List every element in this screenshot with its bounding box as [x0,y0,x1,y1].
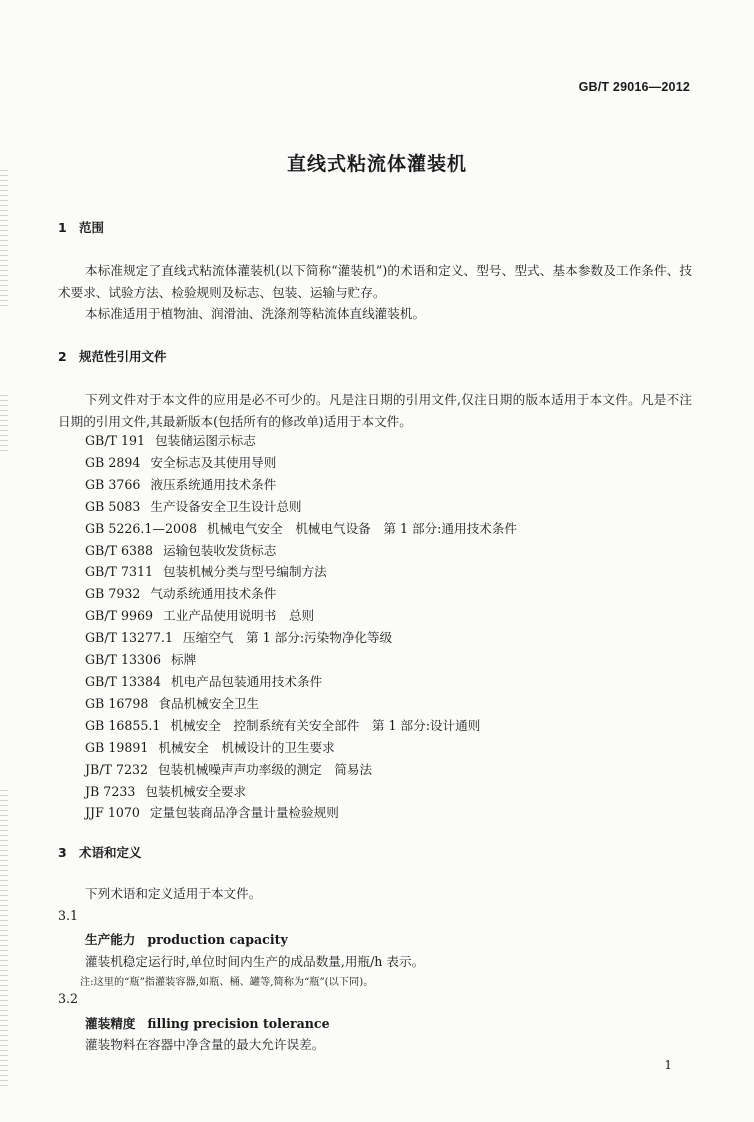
term-note: 注:这里的“瓶”指灌装容器,如瓶、桶、罐等,简称为“瓶”(以下同)。 [80,977,374,988]
reference-item [85,781,517,803]
section-title: 规范性引用文件 [79,349,167,364]
reference-item [85,671,517,693]
reference-code: GB 16855.1 [85,717,161,733]
term-zh: 灌装精度 [85,1016,136,1031]
scan-edge-marks-middle [0,395,8,455]
term-definition: 灌装机稳定运行时,单位时间内生产的成品数量,用瓶/h 表示。 [85,954,425,969]
reference-item [85,649,517,671]
reference-item [85,715,517,737]
reference-code: GB/T 13306 [85,652,162,668]
clause-number: 3.1 [58,908,79,923]
scan-edge-marks-bottom [0,790,8,1090]
reference-code: JB/T 7232 [85,761,148,777]
section-1-heading [58,218,104,236]
section-2-heading [58,347,167,365]
standard-number: GB/T 29016—2012 [578,80,690,94]
reference-title: 生产设备安全卫生设计总则 [150,498,302,514]
reference-item [85,518,517,540]
reference-title: 机电产品包装通用技术条件 [171,673,323,689]
reference-title: 食品机械安全卫生 [158,695,260,711]
scope-paragraph-1: 本标准规定了直线式粘流体灌装机(以下简称“灌装机”)的术语和定义、型号、型式、基本参数及工作条件、技术要求、试验方法、检验规则及标志、包装、运输与贮存。 [58,263,692,300]
section-number: 1 [58,220,67,235]
reference-item [85,802,517,824]
reference-title: 包装机械噪声声功率级的测定 简易法 [158,761,373,777]
section-title: 术语和定义 [79,845,142,860]
reference-title: 定量包装商品净含量计量检验规则 [149,805,339,821]
scope-paragraph-2: 本标准适用于植物油、润滑油、洗涤剂等粘流体直线灌装机。 [85,306,426,321]
reference-title: 运输包装收发货标志 [163,542,277,558]
reference-item [85,737,517,759]
reference-item [85,496,517,518]
term-entry [85,1013,330,1032]
reference-list [85,430,517,824]
reference-item [85,561,517,583]
term-en: production capacity [147,932,288,947]
page-number: 1 [664,1058,672,1072]
reference-item [85,693,517,715]
clause-number: 3.2 [58,991,79,1006]
reference-title: 机械安全 控制系统有关安全部件 第 1 部分:设计通则 [170,717,481,733]
reference-item [85,452,517,474]
reference-item [85,627,517,649]
reference-code: GB/T 7311 [85,564,154,580]
refs-intro: 下列文件对于本文件的应用是必不可少的。凡是注日期的引用文件,仅注日期的版本适用于本文件。凡是不注日期的引用文件,其最新版本(包括所有的修改单)适用于本文件。 [58,392,692,429]
reference-title: 机械电气安全 机械电气设备 第 1 部分:通用技术条件 [207,520,517,536]
term-zh: 生产能力 [85,932,136,947]
section-number: 2 [58,349,67,364]
reference-item [85,430,517,452]
reference-title: 包装储运图示标志 [155,433,256,448]
reference-item [85,474,517,496]
reference-code: GB 2894 [85,454,141,470]
reference-title: 安全标志及其使用导则 [150,454,277,470]
terms-intro: 下列术语和定义适用于本文件。 [85,886,262,901]
reference-code: GB/T 13384 [85,673,162,689]
reference-title: 工业产品使用说明书 总则 [163,608,315,624]
reference-item [85,759,517,781]
term-en: filling precision tolerance [147,1016,330,1031]
reference-item [85,583,517,605]
reference-item [85,605,517,627]
reference-title: 液压系统通用技术条件 [150,476,277,492]
reference-code: JJF 1070 [85,805,140,821]
section-3-heading [58,843,142,861]
section-number: 3 [58,845,67,860]
reference-title: 压缩空气 第 1 部分:污染物净化等级 [183,630,393,646]
reference-code: GB/T 13277.1 [85,630,174,646]
reference-code: GB/T 191 [85,433,145,448]
reference-title: 标牌 [171,652,197,668]
reference-item [85,540,517,562]
reference-code: GB 3766 [85,476,141,492]
reference-code: JB 7233 [85,783,136,799]
term-entry [85,929,288,948]
reference-code: GB 16798 [85,695,149,711]
document-title: 直线式粘流体灌装机 [286,153,467,175]
reference-title: 机械安全 机械设计的卫生要求 [158,739,335,755]
section-title: 范围 [79,220,105,235]
reference-title: 气动系统通用技术条件 [150,586,277,602]
reference-code: GB/T 6388 [85,542,154,558]
reference-code: GB 5083 [85,498,141,514]
term-definition: 灌装物料在容器中净含量的最大允许误差。 [85,1037,325,1052]
reference-title: 包装机械安全要求 [145,783,247,799]
reference-title: 包装机械分类与型号编制方法 [163,564,327,580]
scan-edge-marks-top [0,170,8,310]
reference-code: GB 19891 [85,739,149,755]
reference-code: GB/T 9969 [85,608,154,624]
reference-code: GB 7932 [85,586,141,602]
reference-code: GB 5226.1—2008 [85,520,198,536]
